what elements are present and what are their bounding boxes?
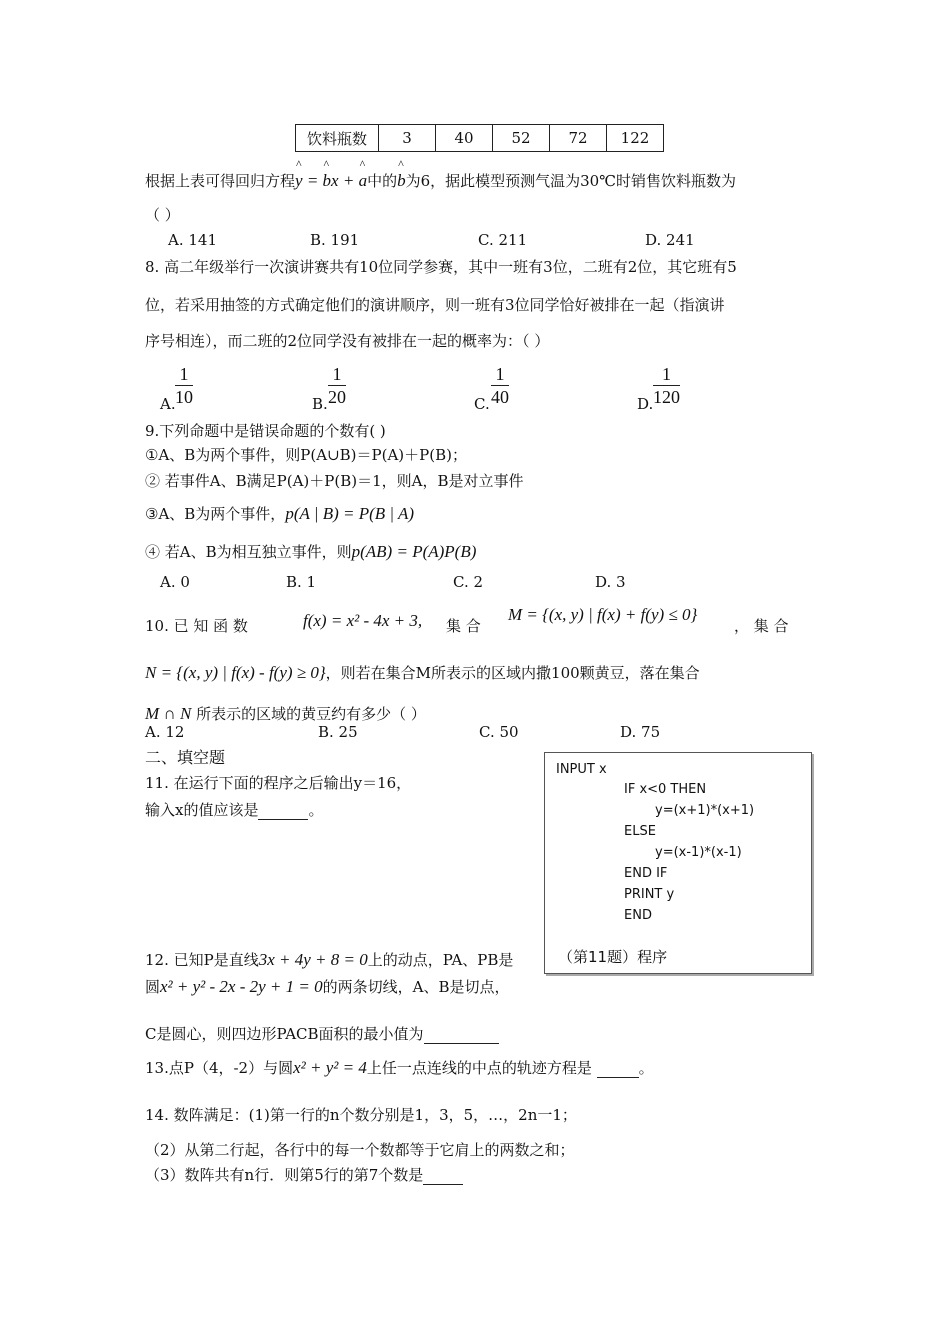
q9-statement-4 bbox=[145, 541, 476, 562]
table-cell: 52 bbox=[493, 125, 550, 152]
q11-line2-text: 输入x的值应该是 bbox=[145, 801, 259, 819]
q7-prefix: 根据上表可得回归方程 bbox=[145, 172, 296, 190]
q12-line2 bbox=[145, 976, 510, 997]
q7-option-d: D. 241 bbox=[645, 231, 695, 249]
q10-option-d: D. 75 bbox=[620, 723, 661, 741]
q8-option-c-fraction bbox=[491, 363, 509, 408]
q7-option-c: C. 211 bbox=[478, 231, 528, 249]
q12-line2-a: 圆 bbox=[145, 978, 161, 996]
b-hat: ^ b bbox=[323, 171, 332, 191]
table-row-label: 饮料瓶数 bbox=[296, 125, 379, 152]
denominator: 10 bbox=[175, 387, 193, 407]
q12-circle-equation: x² + y² - 2x - 2y + 1 = 0 bbox=[160, 977, 323, 996]
program-line: ELSE bbox=[624, 824, 656, 839]
q7-option-b: B. 191 bbox=[310, 231, 360, 249]
q10-option-b: B. 25 bbox=[318, 723, 358, 741]
program-line: END bbox=[624, 908, 652, 923]
denominator: 20 bbox=[328, 387, 346, 407]
q13-text-a: 13.点P（4，-2）与圆 bbox=[145, 1059, 294, 1077]
program-line: y=(x-1)*(x-1) bbox=[655, 845, 742, 860]
table-cell: 122 bbox=[607, 125, 664, 152]
q7-option-a: A. 141 bbox=[168, 231, 217, 249]
q9-s3-text: ③A、B为两个事件， bbox=[145, 505, 286, 523]
q9-statement-3 bbox=[145, 503, 414, 524]
q7-line1 bbox=[145, 170, 736, 191]
q10-set-M: M = {(x, y) | f(x) + f(y) ≤ 0} bbox=[508, 605, 698, 624]
q8-option-d-letter: D. bbox=[637, 395, 654, 413]
q10-set-word: 集 合 bbox=[446, 617, 481, 635]
q10-head: 10. 已 知 函 数 bbox=[145, 617, 248, 635]
q9-s4-text: ④ 若A、B为相互独立事件，则 bbox=[145, 543, 352, 561]
y-hat: ^ y bbox=[295, 171, 303, 191]
numerator: 1 bbox=[328, 363, 346, 386]
q9-stem: 9.下列命题中是错误命题的个数有( ) bbox=[145, 422, 386, 440]
q9-s3-formula: p(A | B) = P(B | A) bbox=[285, 504, 415, 523]
numerator: 1 bbox=[653, 363, 680, 386]
q7-suffix: 为6，据此模型预测气温为30℃时销售饮料瓶数为 bbox=[405, 172, 737, 190]
q12-line3 bbox=[145, 1023, 499, 1044]
q9-statement-2: ② 若事件A、B满足P(A)＋P(B)＝1，则A，B是对立事件 bbox=[145, 472, 524, 490]
q12-line1-a: 12. 已知P是直线 bbox=[145, 951, 259, 969]
denominator: 120 bbox=[653, 387, 680, 407]
q12-line2-b: 的两条切线，A、B是切点， bbox=[322, 978, 510, 996]
q8-option-b-fraction bbox=[328, 363, 346, 408]
q13-text-b: 上任一点连线的中点的轨迹方程是 bbox=[366, 1059, 592, 1077]
q10-line2-text: ，则若在集合M所表示的区域内撒100颗黄豆，落在集合 bbox=[325, 664, 700, 682]
q12-line1 bbox=[145, 949, 513, 970]
program-line: END IF bbox=[624, 866, 668, 881]
q7-paren: （ ） bbox=[145, 206, 180, 224]
q14-line2: （2）从第二行起，各行中的每一个数都等于它肩上的两数之和； bbox=[145, 1141, 575, 1159]
q8-option-d-fraction bbox=[653, 363, 680, 408]
table-cell: 3 bbox=[379, 125, 436, 152]
denominator: 40 bbox=[491, 387, 509, 407]
q10-line3-text: 所表示的区域的黄豆约有多少（ ） bbox=[196, 705, 426, 723]
a-hat: ^ a bbox=[359, 171, 368, 191]
q14-line3 bbox=[145, 1164, 463, 1185]
numerator: 1 bbox=[491, 363, 509, 386]
q9-option-a: A. 0 bbox=[160, 573, 190, 591]
answer-blank bbox=[597, 1059, 639, 1078]
section-title: 二、填空题 bbox=[145, 748, 226, 767]
q9-option-b: B. 1 bbox=[286, 573, 317, 591]
answer-blank bbox=[258, 801, 308, 820]
numerator: 1 bbox=[175, 363, 193, 386]
q10-function: f(x) = x² - 4x + 3, bbox=[303, 611, 423, 630]
q10-line2 bbox=[145, 662, 700, 683]
q10-option-c: C. 50 bbox=[479, 723, 519, 741]
q8-line3: 序号相连），而二班的2位同学没有被排在一起的概率为：（ ） bbox=[145, 332, 550, 350]
q8-option-a-letter: A. bbox=[160, 395, 176, 413]
q11-line2-end: 。 bbox=[308, 801, 324, 819]
program-line: INPUT x bbox=[556, 762, 607, 777]
q8-line1: 8. 高二年级举行一次演讲赛共有10位同学参赛，其中一班有3位，二班有2位，其它班有5 bbox=[145, 258, 737, 276]
q8-line2: 位，若采用抽签的方式确定他们的演讲顺序，则一班有3位同学恰好被排在一起（指演讲 bbox=[145, 296, 725, 314]
eq-x: x + bbox=[331, 171, 359, 190]
q14-line1: 14. 数阵满足：(1)第一行的n个数分别是1，3，5，…，2n一1； bbox=[145, 1106, 577, 1124]
q9-option-d: D. 3 bbox=[595, 573, 626, 591]
q12-line3-text: C是圆心，则四边形PACB面积的最小值为 bbox=[145, 1025, 424, 1043]
q10-option-a: A. 12 bbox=[145, 723, 185, 741]
q13-end: 。 bbox=[638, 1059, 654, 1077]
table-cell: 72 bbox=[550, 125, 607, 152]
q10-tail: ， 集 合 bbox=[734, 617, 789, 635]
q11-line2 bbox=[145, 799, 323, 820]
answer-blank bbox=[423, 1166, 463, 1185]
q10-line3 bbox=[145, 703, 426, 724]
q9-statement-1: ①A、B为两个事件，则P(A∪B)＝P(A)＋P(B)； bbox=[145, 446, 467, 464]
q13-circle-equation: x² + y² = 4 bbox=[293, 1058, 367, 1077]
q14-line3-text: （3）数阵共有n行．则第5行的第7个数是 bbox=[145, 1166, 424, 1184]
q12-line-equation: 3x + 4y + 8 = 0 bbox=[258, 950, 368, 969]
q8-option-c-letter: C. bbox=[474, 395, 490, 413]
regression-equation bbox=[295, 171, 367, 190]
answer-blank bbox=[424, 1025, 499, 1044]
b-hat-symbol: ^ b bbox=[397, 171, 406, 191]
program-line: IF x<0 THEN bbox=[624, 782, 707, 797]
q13-line bbox=[145, 1057, 654, 1078]
table-cell: 40 bbox=[436, 125, 493, 152]
q8-option-a-fraction bbox=[175, 363, 193, 408]
q10-intersection: M ∩ N bbox=[145, 704, 192, 723]
program-line: y=(x+1)*(x+1) bbox=[655, 803, 755, 818]
q7-mid: 中的 bbox=[367, 172, 398, 190]
q9-option-c: C. 2 bbox=[453, 573, 484, 591]
q8-option-b-letter: B. bbox=[312, 395, 328, 413]
program-line: PRINT y bbox=[624, 887, 675, 902]
data-table bbox=[295, 124, 664, 152]
q12-line1-b: 上的动点，PA、PB是 bbox=[367, 951, 514, 969]
eq-sign: = bbox=[302, 171, 323, 190]
program-caption: （第11题）程序 bbox=[558, 948, 668, 966]
q10-set-N: N = {(x, y) | f(x) - f(y) ≥ 0} bbox=[145, 663, 326, 682]
table-row bbox=[296, 125, 664, 152]
q9-s4-formula: p(AB) = P(A)P(B) bbox=[351, 542, 477, 561]
q11-line1: 11. 在运行下面的程序之后输出y＝16， bbox=[145, 774, 412, 792]
